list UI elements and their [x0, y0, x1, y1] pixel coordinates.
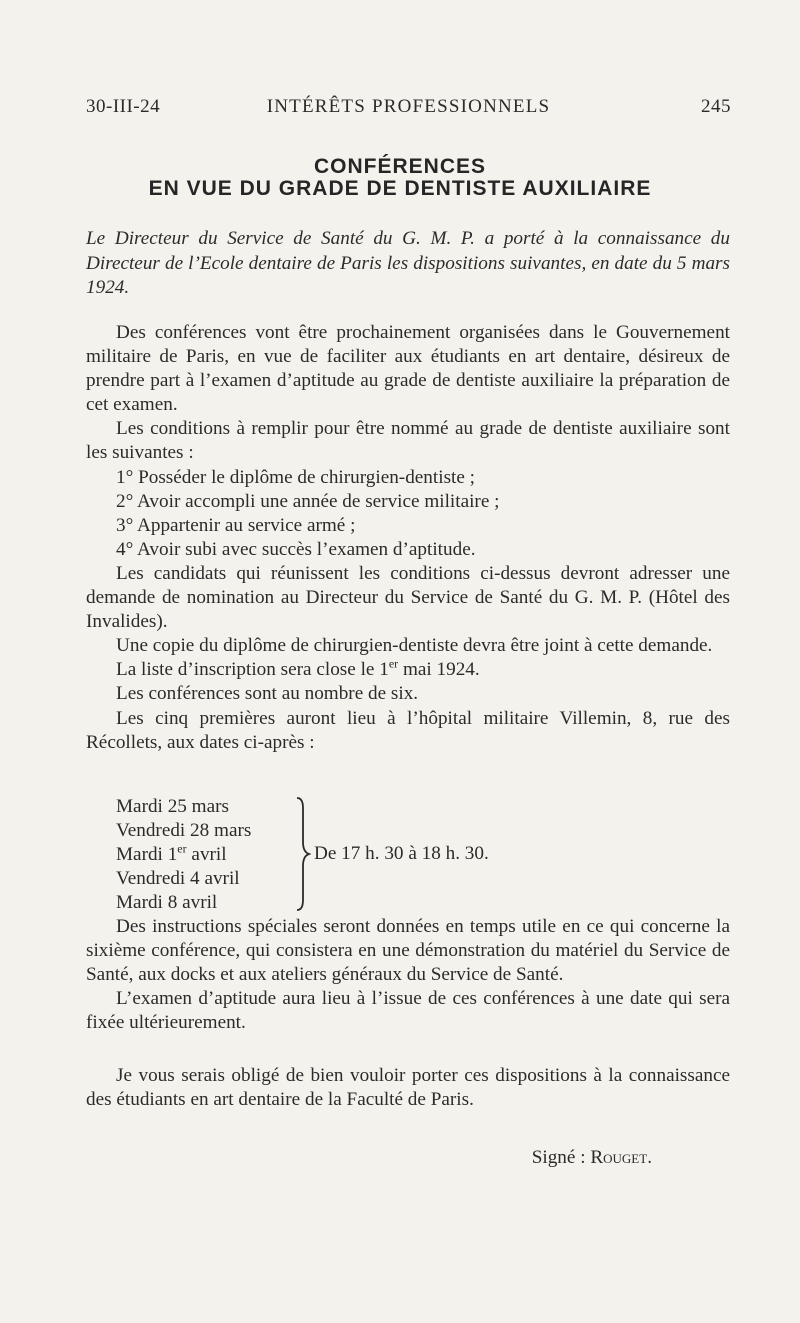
- superscript-er: er: [388, 656, 399, 671]
- signature-name: Rouget.: [590, 1147, 652, 1168]
- registration-date: mai 1924.: [398, 659, 480, 681]
- schedule-date-month: avril: [186, 844, 227, 865]
- section-title: INTÉRÊTS PROFESSIONNELS: [266, 96, 551, 117]
- registration-text: La liste d’inscription sera close le 1: [116, 659, 389, 681]
- paragraph-diploma-copy: Une copie du diplôme de chirurgien-dentiste devra être joint à cette demande.: [116, 635, 713, 657]
- paragraph-conferences: Des conférences vont être prochainement organisées dans le Gouvernement militaire de Paris, en vue de faciliter aux étudiants en art dentaire, désireux de prendre part à l’examen d’aptitude au grade de dentiste auxiliaire la préparation de cet examen.: [86, 322, 730, 416]
- paragraph-exam: L’examen d’aptitude aura lieu à l’issue de ces conférences à une date qui sera fixée ultérieurement.: [86, 988, 730, 1034]
- body-text-continued: [86, 915, 730, 1035]
- schedule-date: [116, 843, 251, 867]
- paragraph-closing: [86, 1064, 730, 1112]
- body-text: [86, 321, 730, 755]
- signature: [532, 1147, 652, 1169]
- paragraph-candidates: Les candidats qui réunissent les conditions ci-dessus devront adresser une demande de nomination au Directeur du Service de Santé du G. M. P. (Hôtel des Invalides).: [86, 562, 730, 633]
- condition-1: 1° Posséder le diplôme de chirurgien-dentiste ;: [116, 466, 476, 488]
- schedule-brace: [295, 796, 311, 912]
- condition-4: 4° Avoir subi avec succès l’examen d’aptitude.: [116, 538, 476, 560]
- schedule-date: Vendredi 28 mars: [116, 820, 252, 841]
- article-title-line-1: CONFÉRENCES: [313, 155, 487, 178]
- page-number: 245: [701, 96, 731, 117]
- intro-paragraph: Le Directeur du Service de Santé du G. M. P. a porté à la connaissance du Directeur de l’Ecole dentaire de Paris les dispositions suivantes, en date du 5 mars 1924.: [86, 228, 730, 298]
- issue-date: 30-III-24: [86, 96, 161, 117]
- schedule-date: Vendredi 4 avril: [116, 868, 240, 889]
- closing-text: Je vous serais obligé de bien vouloir porter ces dispositions à la connaissance des étudiants en art dentaire de la Faculté de Paris.: [86, 1065, 730, 1111]
- paragraph-location: Les cinq premières auront lieu à l’hôpital militaire Villemin, 8, rue des Récollets, aux dates ci-après :: [86, 707, 730, 753]
- running-header: [86, 96, 731, 124]
- signature-prefix: Signé :: [531, 1147, 591, 1168]
- schedule-date: Mardi 25 mars: [116, 796, 229, 817]
- paragraph-sixth-conference: Des instructions spéciales seront données en temps utile en ce qui concerne la sixième conférence, qui consistera en une démonstration du matériel du Service de Santé, aux docks et aux ateliers généraux du Service de Santé.: [86, 916, 730, 986]
- schedule-dates: [116, 795, 251, 915]
- superscript-er: er: [177, 841, 187, 856]
- paragraph-conditions: Les conditions à remplir pour être nommé au grade de dentiste auxiliaire sont les suivantes :: [86, 418, 730, 464]
- schedule-hours: De 17 h. 30 à 18 h. 30.: [314, 843, 489, 864]
- schedule-date: Mardi 8 avril: [116, 892, 218, 913]
- paragraph-number-of-conferences: Les conférences sont au nombre de six.: [116, 683, 419, 705]
- condition-3: 3° Appartenir au service armé ;: [116, 514, 356, 536]
- article-title-line-2: EN VUE DU GRADE DE DENTISTE AUXILIAIRE: [148, 177, 652, 200]
- paragraph-registration: [86, 658, 730, 682]
- schedule-date-text: Mardi 1: [116, 844, 178, 865]
- condition-2: 2° Avoir accompli une année de service militaire ;: [116, 490, 500, 512]
